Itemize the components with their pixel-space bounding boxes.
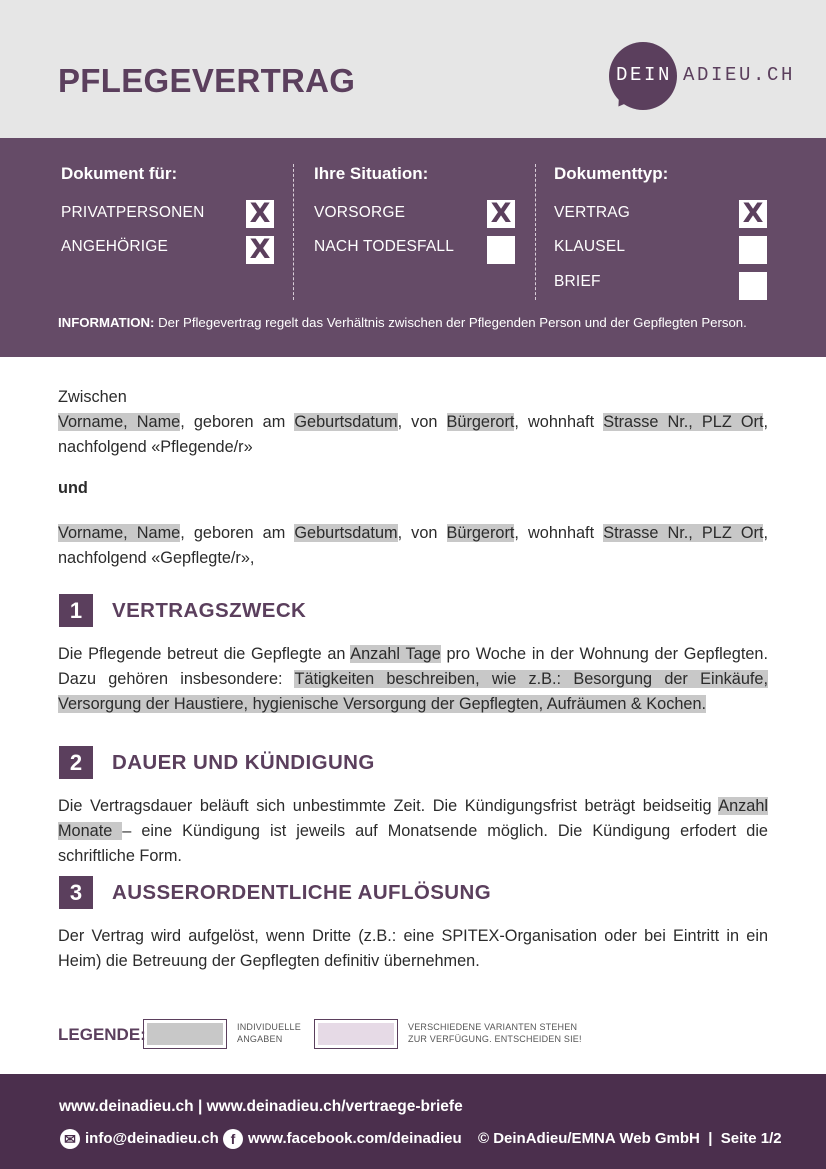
information-text: Der Pflegevertrag regelt das Verhältnis zwischen der Pflegenden Person und der Gepflegten Person.	[154, 315, 747, 330]
section-number-3: 3	[59, 876, 93, 909]
footer-email-link[interactable]: info@deinadieu.ch	[85, 1130, 219, 1147]
page-header	[0, 0, 826, 138]
section-3-text: Der Vertrag wird aufgelöst, wenn Dritte (z.B.: eine SPITEX-Organisation oder bei Eintritt in ein Heim) die Betreuung der Gepflegten definitiv übernehmen.	[58, 927, 768, 970]
column-title-dokumenttyp: Dokumenttyp:	[554, 164, 669, 183]
section-number-2: 2	[59, 746, 93, 779]
option-label-privatpersonen: PRIVATPERSONEN	[61, 204, 205, 221]
static-text: , geboren am	[180, 413, 295, 431]
static-text: , von	[397, 413, 447, 431]
placeholder-name[interactable]: Vorname, Name	[58, 524, 181, 542]
legend-swatch-individual	[143, 1019, 227, 1049]
option-label-angehoerige: ANGEHÖRIGE	[61, 238, 169, 255]
placeholder-address[interactable]: Strasse Nr., PLZ Ort	[603, 413, 764, 431]
checkbox-vorsorge[interactable]: X	[487, 200, 515, 228]
column-divider	[535, 164, 536, 300]
placeholder-taetigkeiten[interactable]: Tätigkeiten beschreiben, wie z.B.: Besorgung der Einkäufe, Versorgung der Haustiere, hygienische Versorgung der Gepflegten, Aufräumen & Kochen.	[58, 670, 768, 713]
option-label-brief: BRIEF	[554, 273, 601, 290]
placeholder-origin[interactable]: Bürgerort	[446, 524, 515, 542]
option-label-nach-todesfall: NACH TODESFALL	[314, 238, 455, 255]
static-text: , wohnhaft	[514, 524, 604, 542]
static-text: Die Vertragsdauer beläuft sich unbestimmte Zeit. Die Kündigungsfrist beträgt beidseitig	[58, 797, 719, 815]
footer-website-links[interactable]: www.deinadieu.ch | www.deinadieu.ch/vertraege-briefe	[59, 1098, 463, 1115]
placeholder-birthdate[interactable]: Geburtsdatum	[294, 413, 398, 431]
document-title: PFLEGEVERTRAG	[58, 62, 356, 99]
information-label: INFORMATION:	[58, 315, 155, 330]
und-label: und	[58, 479, 88, 497]
footer-copyright: © DeinAdieu/EMNA Web GmbH | Seite 1/2	[478, 1130, 782, 1147]
party-one-paragraph	[58, 410, 768, 460]
option-label-vertrag: VERTRAG	[554, 204, 631, 221]
section-1-text	[58, 642, 768, 717]
legend-label: LEGENDE:	[58, 1025, 146, 1044]
static-text: , von	[397, 524, 447, 542]
checkbox-brief[interactable]	[739, 272, 767, 300]
column-divider	[293, 164, 294, 300]
mail-icon: ✉	[60, 1129, 80, 1149]
column-title-ihre-situation: Ihre Situation:	[314, 164, 429, 183]
footer-facebook-link[interactable]: www.facebook.com/deinadieu	[248, 1130, 462, 1147]
facebook-icon: f	[223, 1129, 243, 1149]
static-text: pro Woche in der Wohnung der Gepflegten. Dazu gehören insbesondere:	[58, 645, 768, 688]
static-text: – eine Kündigung ist jeweils auf Monatsende möglich. Die Kündigung erfodert die schriftliche Form.	[58, 822, 768, 865]
legend-text-line: ZUR VERFÜGUNG. ENTSCHEIDEN SIE!	[408, 1034, 582, 1044]
static-text: , wohnhaft	[514, 413, 604, 431]
information-note	[58, 315, 767, 331]
checkbox-privatpersonen[interactable]: X	[246, 200, 274, 228]
placeholder-anzahl-monate[interactable]: Anzahl Monate	[58, 797, 768, 840]
placeholder-anzahl-tage[interactable]: Anzahl Tage	[350, 645, 441, 663]
section-title-dauer-und-kuendigung: DAUER UND KÜNDIGUNG	[112, 751, 375, 774]
section-title-ausserordentliche-aufloesung: AUSSERORDENTLICHE AUFLÖSUNG	[112, 881, 492, 904]
classification-band	[0, 138, 826, 357]
logo-text-dein: DEIN	[616, 64, 673, 86]
checkbox-angehoerige[interactable]: X	[246, 236, 274, 264]
logo-text-adieu: ADIEU.CH	[683, 64, 796, 86]
option-label-vorsorge: VORSORGE	[314, 204, 406, 221]
static-text: , nachfolgend «Gepflegte/r»,	[58, 524, 768, 567]
placeholder-name[interactable]: Vorname, Name	[58, 413, 181, 431]
placeholder-origin[interactable]: Bürgerort	[446, 413, 515, 431]
legend-text-individual	[237, 1021, 301, 1045]
checkbox-nach-todesfall[interactable]	[487, 236, 515, 264]
page-footer	[0, 1074, 826, 1169]
column-title-dokument-fuer: Dokument für:	[61, 164, 178, 183]
checkbox-vertrag[interactable]: X	[739, 200, 767, 228]
static-text: Die Pflegende betreut die Gepflegte an	[58, 645, 351, 663]
legend-text-variants	[408, 1021, 582, 1045]
checkbox-klausel[interactable]	[739, 236, 767, 264]
legend-swatch-fill	[318, 1023, 394, 1045]
static-text: , nachfolgend «Pflegende/r»	[58, 413, 768, 456]
option-label-klausel: KLAUSEL	[554, 238, 626, 255]
placeholder-address[interactable]: Strasse Nr., PLZ Ort	[603, 524, 764, 542]
legend-text-line: ANGABEN	[237, 1034, 283, 1044]
placeholder-birthdate[interactable]: Geburtsdatum	[294, 524, 398, 542]
static-text: , geboren am	[180, 524, 295, 542]
legend-swatch-fill	[147, 1023, 223, 1045]
party-two-paragraph	[58, 521, 768, 571]
legend-text-line: VERSCHIEDENE VARIANTEN STEHEN	[408, 1022, 578, 1032]
section-number-1: 1	[59, 594, 93, 627]
section-2-text	[58, 794, 768, 869]
legend-text-line: INDIVIDUELLE	[237, 1022, 301, 1032]
zwischen-label: Zwischen	[58, 388, 127, 406]
legend-swatch-variants	[314, 1019, 398, 1049]
section-title-vertragszweck: VERTRAGSZWECK	[112, 599, 307, 622]
